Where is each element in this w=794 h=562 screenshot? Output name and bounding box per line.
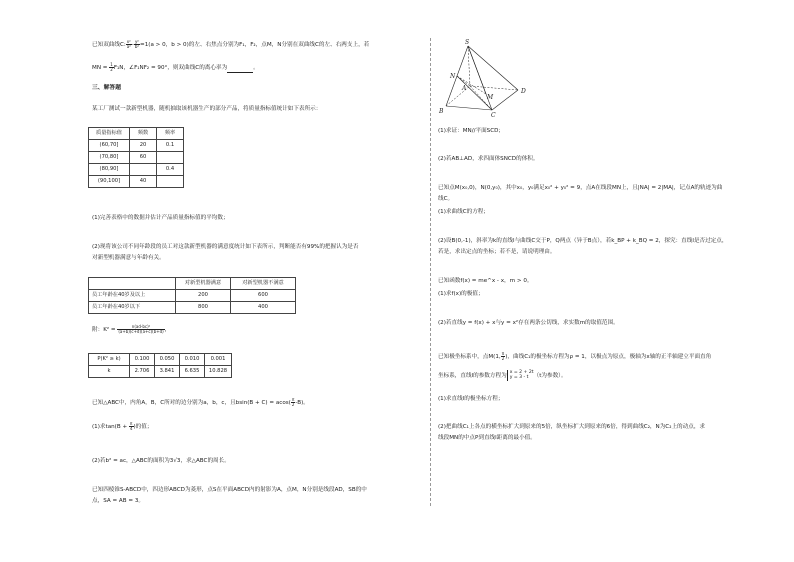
table3-cell: 0.100 [130, 354, 155, 366]
table-row [89, 140, 184, 152]
table-row [89, 366, 232, 378]
table1-cell [130, 164, 157, 176]
q7-line2-post: （t为参数）。 [533, 372, 567, 379]
q4-part2: (2)若AB⊥AD，求四面体SNCD的体积。 [438, 156, 539, 162]
table3-cell: 2.706 [130, 366, 155, 378]
sys-line2: y = 3 - t [509, 375, 529, 381]
q5-part1: (1)求曲线C的方程； [438, 209, 489, 215]
table1-cell [157, 176, 184, 188]
label-d: D [521, 88, 526, 95]
q4-part1: (1)求证：MN//平面SCD； [438, 128, 505, 134]
label-a: A [462, 85, 467, 92]
table3-cell: k [89, 366, 130, 378]
q1-frac-x: $\frac{\text{x²}}{\text{a²}}$ [126, 39, 131, 50]
table2-cell: 200 [176, 290, 231, 302]
q7-intro [438, 352, 711, 362]
label-m: M [487, 94, 494, 101]
q7-intro-frac: $\frac{\pi}{2}$ [501, 351, 505, 362]
q6-part2: (2)若直线y = f(x) + x与y = x²存在两条公切线，求实数m的取值范围。 [438, 320, 619, 326]
table1-cell: 40 [130, 176, 157, 188]
table1-cell: 0.1 [157, 140, 184, 152]
pyramid-figure [436, 38, 536, 118]
table1-cell: (70,80] [89, 152, 130, 164]
q3-part2: (2)若b² = ac，△ABC的面积为3√3，求△ABC的周长。 [92, 458, 230, 464]
q7-intro-post: )，曲线C₁的极坐标方程为ρ = 1，以极点为原点，极轴为x轴的正半轴建立平面直角 [505, 354, 712, 361]
quality-frequency-table [88, 127, 184, 188]
table3-cell: 0.001 [205, 354, 232, 366]
table-row [89, 290, 296, 302]
table1-cell: (60,70] [89, 140, 130, 152]
label-c: C [491, 112, 496, 118]
q3-intro-end: -B)。 [295, 400, 309, 407]
table-row [89, 152, 184, 164]
table2-header: 对新型机器不满意 [231, 278, 296, 290]
q1-line2 [92, 63, 259, 73]
q2-part2-line1: (2)现将该公司不同年龄段的员工对这款新型机器的满意度统计如下表所示，判断能否有99%的把握认为是否 [92, 244, 359, 250]
table-row [89, 176, 184, 188]
table3-cell: 10.828 [205, 366, 232, 378]
q3-part1 [92, 422, 152, 432]
q5-intro-line2: 线C。 [438, 196, 454, 202]
q1-frac-y: $\frac{\text{y²}}{\text{b²}}$ [134, 39, 140, 50]
table3-cell: 0.010 [180, 354, 205, 366]
q7-part1: (1)求直线l的极坐标方程； [438, 396, 504, 402]
table2-cell: 600 [231, 290, 296, 302]
table1-header: 频数 [130, 128, 157, 140]
formula-end: ， [164, 327, 171, 334]
table1-cell: 60 [130, 152, 157, 164]
q7-part2-line1: (2)把曲线C₁上各点的横坐标扩大到原来的5倍，纵坐标扩大到原来的6倍，得到曲线C₂，N为C₂上的动点，求 [438, 424, 706, 430]
q2-part1: (1)完善表格中的数据并估计产品质量指标值的平均数； [92, 215, 229, 221]
formula-label: 附：K² = [92, 327, 118, 334]
q3-part1-frac: $\frac{\pi}{4}$ [129, 421, 133, 432]
table3-cell: P(K² ≥ k) [89, 354, 130, 366]
section-title: 三、解答题 [92, 85, 121, 91]
q7-intro-text: 已知极坐标系中，点M(1, [438, 354, 501, 361]
q6-part1: (1)求f(x)的极值； [438, 291, 484, 297]
label-b: B [439, 108, 444, 115]
critical-value-table [88, 353, 232, 378]
table1-header: 质量指标值 [89, 128, 130, 140]
q1-line1: 已知双曲线C: $\frac{\text{x²}}{\text{a²}}$ - $\frac{\text{y²}}{\text{b²}}$ =1(a > 0，b > 0)的左、右焦点分别为F₁，F₂，点M，N分别在双曲线C的左、右两支上，若 [92, 39, 370, 50]
q3-part1-end: )的值； [133, 424, 153, 431]
q7-line2-text: 坐标系，直线l的参数方程为 [438, 372, 507, 379]
q3-intro [92, 398, 309, 408]
formula-fraction: $\frac{\text{n(ad-bc)²}}{(a+b)(c+d)(a+c)(b+d)}$ [118, 324, 164, 335]
q1-answer-blank [227, 67, 253, 73]
table1-cell: (90,100] [89, 176, 130, 188]
table-row [89, 302, 296, 314]
parametric-system [507, 370, 534, 381]
k2-formula [92, 325, 170, 335]
table-row [89, 354, 232, 366]
q1-end: 。 [253, 65, 259, 72]
q4-intro-line1: 已知四棱锥S-ABCD中，四边形ABCD为菱形，点S在平面ABCD内的射影为A，点M，N分别是线段AD，SB的中 [92, 487, 367, 493]
table1-header: 频率 [157, 128, 184, 140]
table2-cell: 员工年龄在40岁及以上 [89, 290, 176, 302]
table2-cell: 员工年龄在40岁以下 [89, 302, 176, 314]
q7-part2-line2: 线段MN的中点P到直线l距离的最小值。 [438, 435, 536, 441]
q2-intro: 某工厂测试一款新型机器，随机抽取该机器生产的部分产品，将质量指标值统计如下表所示： [92, 106, 322, 112]
q1-condition-text: F₁N，∠F₁NF₂ = 90°，则双曲线C的离心率为 [113, 65, 228, 72]
table3-cell: 6.635 [180, 366, 205, 378]
q5-intro-line1: 已知点M(x₀,0)，N(0,y₀)，其中x₀，y₀满足x₀² + y₀² = 9，点A在线段MN上，且|NA| = 2|MA|，记点A的轨迹为曲 [438, 185, 723, 191]
sys-line1: x = 2 + 2t [509, 370, 534, 375]
q6-intro: 已知函数f(x) = me^x - x，m > 0。 [438, 278, 533, 284]
table2-header: 对新型机器满意 [176, 278, 231, 290]
column-divider [430, 38, 431, 506]
q4-intro-line2: 点，SA = AB = 3。 [92, 498, 144, 504]
table1-cell: 0.4 [157, 164, 184, 176]
label-n: N [450, 73, 456, 80]
q1-frac-half: $\frac{1}{2}$ [110, 62, 113, 73]
q3-intro-frac: $\frac{\pi}{2}$ [291, 397, 295, 408]
table2-cell: 800 [176, 302, 231, 314]
q7-line2 [438, 370, 567, 381]
q2-part2-line2: 对新型机器满意与年龄有关。 [92, 255, 165, 261]
label-s: S [465, 39, 470, 46]
q3-intro-text: 已知△ABC中，内角A，B，C所对的边分别为a，b，c，且bsin(B + C) = acos( [92, 400, 291, 407]
satisfaction-table [88, 277, 296, 314]
q5-part2-line2: 若是，求出定点的坐标；若不是，请说明理由。 [438, 249, 556, 255]
table3-cell: 3.841 [155, 366, 180, 378]
q5-part2-line1: (2)设B(0,-1)，斜率为k的直线l与曲线C交于P，Q两点（异于B点），若k_BP + k_BQ = 2，探究：直线l是否过定点， [438, 238, 728, 244]
table-row [89, 164, 184, 176]
table3-cell: 0.050 [155, 354, 180, 366]
q1-text-pre: 已知双曲线C: [92, 42, 126, 49]
table1-cell: (80,90] [89, 164, 130, 176]
q1-text-post: =1(a > 0，b > 0)的左、右焦点分别为F₁，F₂，点M，N分别在双曲线C的左、右两支上，若 [140, 42, 370, 49]
table2-header [89, 278, 176, 290]
q3-part1-text: (1)求tan(B + [92, 424, 129, 431]
table1-cell [157, 152, 184, 164]
q1-mn-text: MN = [92, 65, 110, 72]
table2-cell: 400 [231, 302, 296, 314]
table1-cell: 20 [130, 140, 157, 152]
